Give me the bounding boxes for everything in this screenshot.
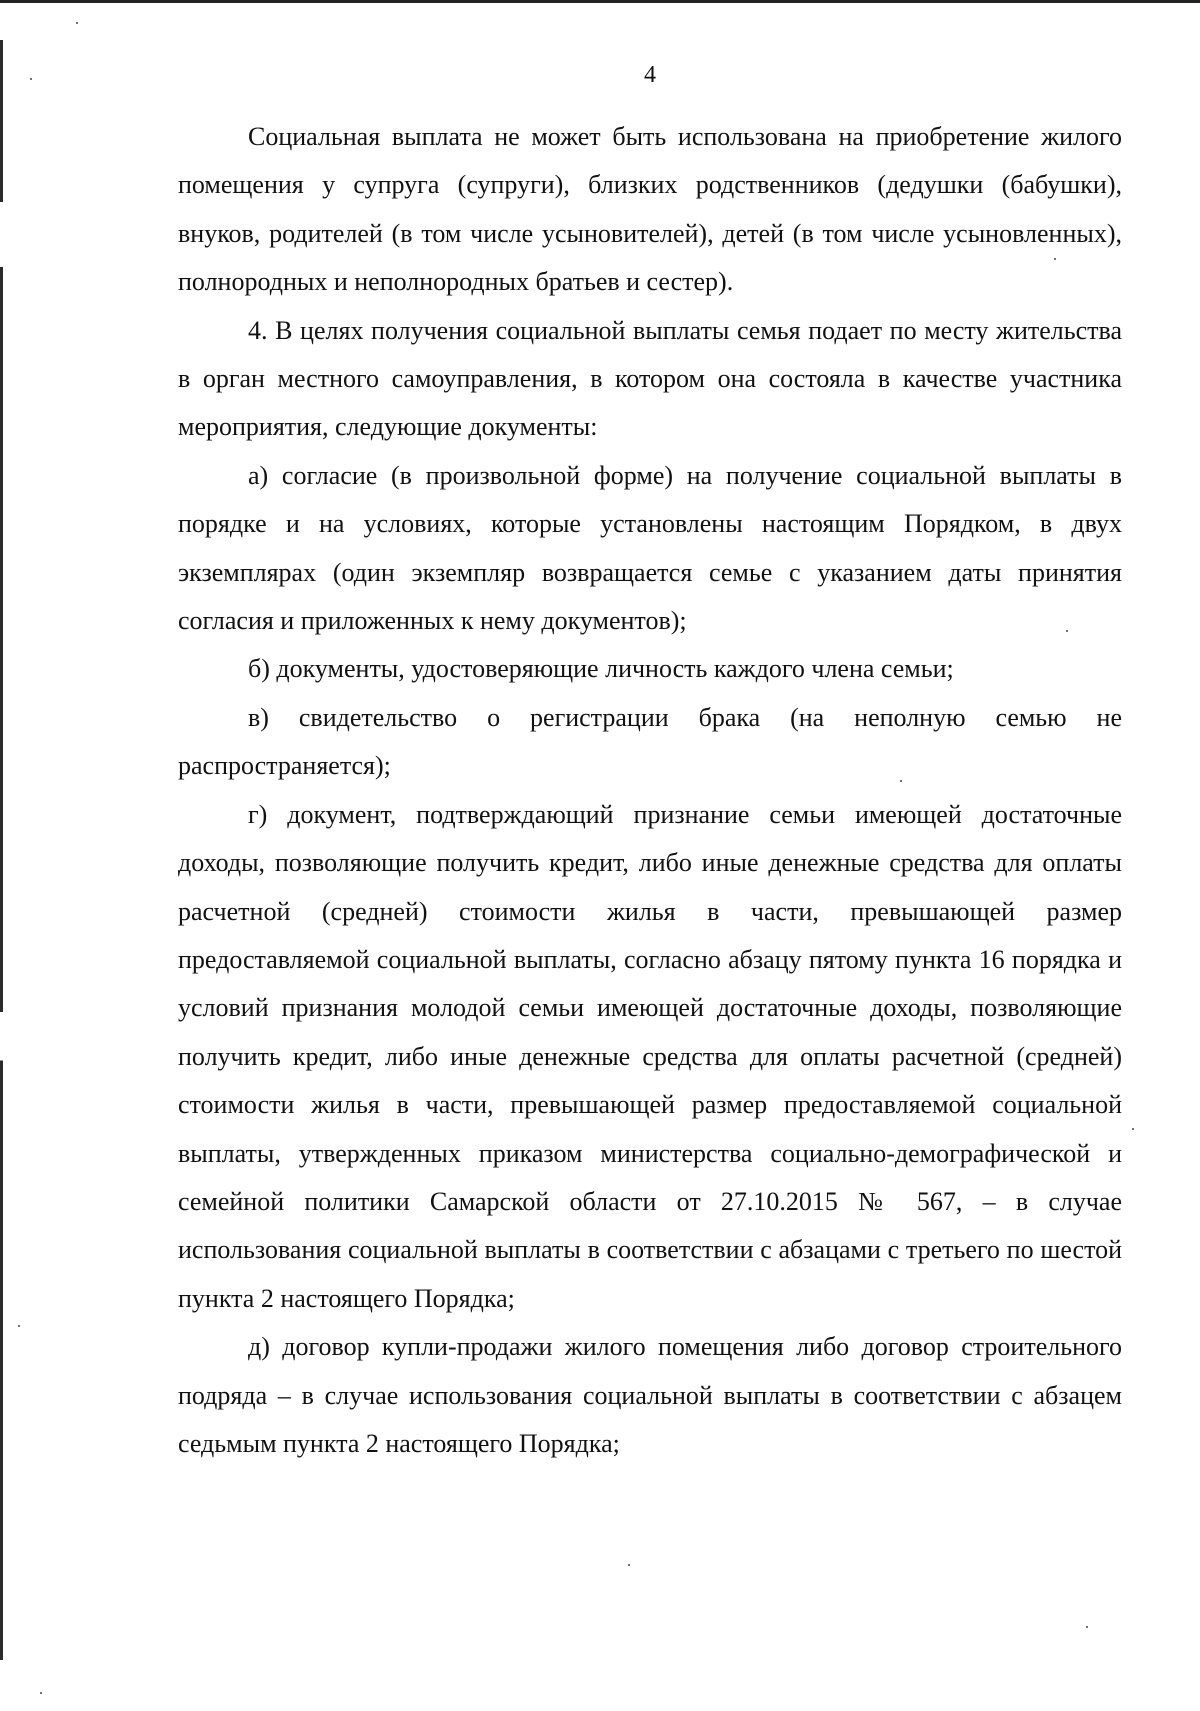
scan-speck xyxy=(900,780,902,782)
paragraph-subitem-b: б) документы, удостоверяющие личность каждого члена семьи; xyxy=(248,654,954,684)
scan-speck xyxy=(1086,1626,1088,1628)
scan-speck xyxy=(1132,1128,1134,1130)
paragraph-social-payment-restriction: Социальная выплата не может быть использована на приобретение жилого помещения у супруга (супруги), близких родственников (дедушки (бабушки), внуков, родителей (в том числе усыновителей), детей (в том числе усыновленных), полнородных и неполнородных братьев и сестер). xyxy=(178,122,1122,297)
scan-left-edge xyxy=(0,40,3,1660)
page-number: 4 xyxy=(644,62,656,88)
paragraph-subitem-a: а) согласие (в произвольной форме) на получение социальной выплаты в порядке и на условиях, которые установлены настоящим Порядком, в двух экземплярах (один экземпляр возвращается семье с указанием даты принятия согласия и приложенных к нему документов); xyxy=(178,460,1122,636)
scan-speck xyxy=(628,1564,630,1566)
scan-speck xyxy=(18,1325,20,1327)
paragraph-subitem-g: г) документ, подтверждающий признание семьи имеющей достаточные доходы, позволяющие получить кредит, либо иные денежные средства для оплаты расчетной (средней) стоимости жилья в части, превышающей размер предоставляемой социальной выплаты, согласно абзацу пятому пункта 16 порядка и условий признания молодой семьи имеющей достаточные доходы, позволяющие получить кредит, либо иные денежные средства для оплаты расчетной (средней) стоимости жилья в части, превышающей размер предоставляемой социальной выплаты, утвержденных приказом министерства социально-демографической и семейной политики Самарской области от 27.10.2015 № 567, – в случае использования социальной выплаты в соответствии с абзацами с третьего по шестой пункта 2 настоящего Порядка; xyxy=(178,799,1122,1313)
scan-speck xyxy=(1066,630,1068,632)
document-body xyxy=(178,113,1122,1468)
paragraph-item-4: 4. В целях получения социальной выплаты семья подает по месту жительства в орган местного самоуправления, в котором она состояла в качестве участника мероприятия, следующие документы: xyxy=(178,315,1122,442)
scan-speck xyxy=(40,1692,42,1694)
scan-speck xyxy=(30,78,32,80)
paragraph-subitem-d: д) договор купли-продажи жилого помещения либо договор строительного подряда – в случае использования социальной выплаты в соответствии с абзацем седьмым пункта 2 настоящего Порядка; xyxy=(178,1332,1122,1458)
scan-speck xyxy=(76,22,78,24)
scan-speck xyxy=(1054,258,1056,260)
paragraph-subitem-v: в) свидетельство о регистрации брака (на неполную семью не распространяется); xyxy=(178,702,1122,781)
scan-top-edge xyxy=(0,0,1200,3)
